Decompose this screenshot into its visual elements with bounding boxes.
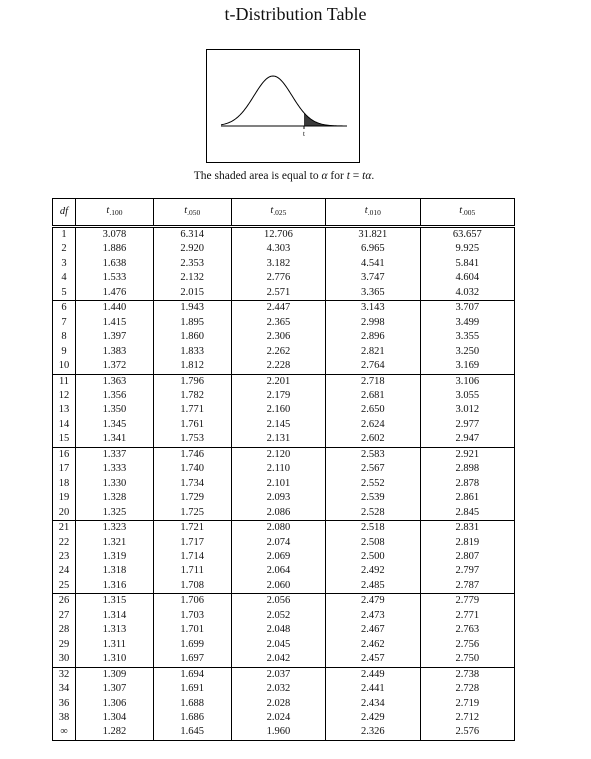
value-cell: 2.101 — [231, 477, 325, 491]
value-cell: 1.701 — [153, 623, 231, 637]
df-cell: 12 — [53, 389, 76, 403]
value-cell: 2.485 — [326, 579, 420, 594]
value-cell: 3.055 — [455, 389, 480, 401]
df-cell: 32 — [53, 667, 76, 682]
table-row — [53, 374, 515, 389]
header-col-3 — [326, 199, 420, 227]
value-cell: 2.756 — [455, 638, 480, 650]
value-cell: 2.771 — [455, 609, 480, 621]
value-cell: 2.479 — [326, 594, 420, 609]
value-cell: 1.694 — [153, 667, 231, 682]
value-cell: 2.262 — [231, 345, 325, 359]
table-row — [53, 521, 515, 536]
table-header-row — [53, 199, 515, 227]
value-cell: 2.920 — [153, 242, 231, 256]
value-cell: 9.925 — [455, 243, 480, 255]
value-cell: 2.977 — [455, 418, 480, 430]
value-cell: 2.807 — [455, 550, 480, 562]
value-cell: 1.943 — [153, 301, 231, 316]
df-cell: 10 — [53, 359, 76, 374]
value-cell: 1.350 — [76, 403, 154, 417]
value-cell: 1.729 — [153, 491, 231, 505]
table-row — [53, 594, 515, 609]
table-row — [53, 667, 515, 682]
value-cell: 1.740 — [153, 462, 231, 476]
value-cell: 1.397 — [76, 330, 154, 344]
df-cell: 36 — [53, 697, 76, 711]
caption-suffix: . — [371, 170, 375, 182]
value-cell: 2.365 — [231, 316, 325, 330]
value-cell: 2.120 — [231, 447, 325, 462]
table-row — [53, 491, 515, 505]
table-row — [53, 536, 515, 550]
header-t: t — [364, 205, 368, 216]
value-cell: 1.313 — [76, 623, 154, 637]
table-row — [53, 462, 515, 476]
value-cell: 2.045 — [231, 638, 325, 652]
value-cell: 6.314 — [153, 227, 231, 243]
value-cell: 2.797 — [455, 565, 480, 577]
value-cell: 3.499 — [455, 316, 480, 328]
header-subscript: .010 — [367, 208, 381, 217]
df-cell: ∞ — [53, 725, 76, 740]
df-cell: 1 — [53, 227, 76, 243]
value-cell: 3.747 — [326, 271, 420, 285]
value-cell: 4.604 — [455, 272, 480, 284]
distribution-figure — [206, 49, 360, 163]
value-cell: 3.169 — [420, 359, 514, 374]
table-row — [53, 550, 515, 564]
value-cell: 2.447 — [231, 301, 325, 316]
df-cell: 26 — [53, 594, 76, 609]
df-cell: 30 — [53, 652, 76, 667]
value-cell: 1.771 — [153, 403, 231, 417]
value-cell: 2.750 — [420, 652, 514, 667]
value-cell: 2.353 — [153, 257, 231, 271]
df-cell: 25 — [53, 579, 76, 594]
table-row — [53, 564, 515, 578]
value-cell: 1.309 — [76, 667, 154, 682]
value-cell: 2.947 — [420, 432, 514, 447]
value-cell: 2.037 — [231, 667, 325, 682]
density-curve — [221, 76, 347, 126]
value-cell: 2.042 — [231, 652, 325, 667]
value-cell: 2.779 — [455, 595, 480, 607]
page-title: t-Distribution Table — [224, 4, 367, 24]
value-cell: 6.965 — [326, 242, 420, 256]
value-cell: 2.712 — [455, 711, 480, 723]
value-cell: 2.718 — [326, 374, 420, 389]
value-cell: 1.333 — [76, 462, 154, 476]
value-cell: 2.048 — [231, 623, 325, 637]
value-cell: 2.024 — [231, 711, 325, 725]
header-col-2 — [231, 199, 325, 227]
value-cell: 1.895 — [153, 316, 231, 330]
value-cell: 1.703 — [153, 609, 231, 623]
value-cell: 3.078 — [76, 227, 154, 243]
value-cell: 2.074 — [231, 536, 325, 550]
value-cell: 1.316 — [76, 579, 154, 594]
value-cell: 4.303 — [231, 242, 325, 256]
table-row — [53, 725, 515, 740]
value-cell: 1.318 — [76, 564, 154, 578]
header-subscript: .005 — [462, 208, 476, 217]
value-cell: 1.282 — [76, 725, 154, 740]
value-cell: 2.831 — [455, 522, 480, 534]
df-cell: 5 — [53, 286, 76, 301]
table-row — [53, 227, 515, 243]
df-cell: 7 — [53, 316, 76, 330]
value-cell: 2.492 — [326, 564, 420, 578]
value-cell: 2.878 — [455, 477, 480, 489]
value-cell: 1.356 — [76, 389, 154, 403]
df-cell: 28 — [53, 623, 76, 637]
df-cell: 22 — [53, 536, 76, 550]
value-cell: 2.080 — [231, 521, 325, 536]
value-cell: 1.833 — [153, 345, 231, 359]
value-cell: 1.886 — [76, 242, 154, 256]
value-cell: 1.725 — [153, 506, 231, 521]
value-cell: 2.056 — [231, 594, 325, 609]
value-cell: 2.896 — [326, 330, 420, 344]
value-cell: 1.753 — [153, 432, 231, 447]
value-cell: 2.528 — [326, 506, 420, 521]
value-cell: 3.355 — [455, 331, 480, 343]
header-t: t — [106, 205, 110, 216]
value-cell: 2.132 — [153, 271, 231, 285]
value-cell: 3.143 — [326, 301, 420, 316]
table-row — [53, 418, 515, 432]
value-cell: 1.314 — [76, 609, 154, 623]
value-cell: 1.440 — [76, 301, 154, 316]
value-cell: 1.688 — [153, 697, 231, 711]
value-cell: 2.110 — [231, 462, 325, 476]
value-cell: 1.330 — [76, 477, 154, 491]
t-curve-diagram — [207, 50, 359, 162]
table-row — [53, 638, 515, 652]
df-cell: 19 — [53, 491, 76, 505]
df-cell: 24 — [53, 564, 76, 578]
value-cell: 2.457 — [326, 652, 420, 667]
figure-caption — [0, 170, 568, 182]
value-cell: 1.337 — [76, 447, 154, 462]
value-cell: 2.028 — [231, 697, 325, 711]
value-cell: 2.473 — [326, 609, 420, 623]
value-cell: 2.921 — [455, 448, 480, 460]
caption-equals: = — [352, 170, 360, 182]
value-cell: 1.328 — [76, 491, 154, 505]
value-cell: 1.310 — [76, 652, 154, 667]
value-cell: 2.776 — [231, 271, 325, 285]
value-cell: 2.602 — [326, 432, 420, 447]
value-cell: 1.323 — [76, 521, 154, 536]
df-cell: 27 — [53, 609, 76, 623]
t-distribution-table — [52, 198, 515, 741]
value-cell: 3.365 — [326, 286, 420, 301]
value-cell: 2.201 — [231, 374, 325, 389]
value-cell: 3.182 — [231, 257, 325, 271]
value-cell: 2.500 — [326, 550, 420, 564]
value-cell: 2.306 — [231, 330, 325, 344]
value-cell: 3.250 — [455, 345, 480, 357]
table-row — [53, 477, 515, 491]
value-cell: 1.315 — [76, 594, 154, 609]
table-row — [53, 389, 515, 403]
value-cell: 1.307 — [76, 682, 154, 696]
value-cell: 5.841 — [455, 257, 480, 269]
value-cell: 1.796 — [153, 374, 231, 389]
value-cell: 1.383 — [76, 345, 154, 359]
value-cell: 1.714 — [153, 550, 231, 564]
table-row — [53, 623, 515, 637]
value-cell: 2.738 — [455, 668, 480, 680]
value-cell: 1.706 — [153, 594, 231, 609]
table-row — [53, 330, 515, 344]
value-cell: 2.145 — [231, 418, 325, 432]
value-cell: 1.304 — [76, 711, 154, 725]
table-row — [53, 257, 515, 271]
header-t: t — [184, 205, 188, 216]
value-cell: 2.326 — [326, 725, 420, 740]
value-cell: 12.706 — [231, 227, 325, 243]
table-row — [53, 697, 515, 711]
value-cell: 1.711 — [153, 564, 231, 578]
table-row — [53, 345, 515, 359]
table-row — [53, 286, 515, 301]
t-tick-label: t — [303, 130, 305, 138]
value-cell: 1.697 — [153, 652, 231, 667]
value-cell: 1.734 — [153, 477, 231, 491]
df-cell: 2 — [53, 242, 76, 256]
value-cell: 2.060 — [231, 579, 325, 594]
value-cell: 2.898 — [455, 463, 480, 475]
table-row — [53, 652, 515, 667]
df-cell: 13 — [53, 403, 76, 417]
df-cell: 23 — [53, 550, 76, 564]
df-cell: 14 — [53, 418, 76, 432]
value-cell: 2.518 — [326, 521, 420, 536]
header-col-4 — [420, 199, 514, 227]
caption-t-alpha: tα — [362, 170, 372, 182]
value-cell: 2.624 — [326, 418, 420, 432]
df-cell: 8 — [53, 330, 76, 344]
value-cell: 2.728 — [455, 683, 480, 695]
value-cell: 1.960 — [231, 725, 325, 740]
header-col-0 — [76, 199, 154, 227]
caption-middle: for — [330, 170, 344, 182]
table-row — [53, 359, 515, 374]
value-cell: 2.787 — [420, 579, 514, 594]
value-cell: 1.345 — [76, 418, 154, 432]
value-cell: 2.441 — [326, 682, 420, 696]
value-cell: 2.819 — [455, 536, 480, 548]
caption-prefix: The shaded area is equal to — [193, 170, 319, 182]
value-cell: 2.571 — [231, 286, 325, 301]
value-cell: 1.782 — [153, 389, 231, 403]
value-cell: 1.372 — [76, 359, 154, 374]
header-t: t — [459, 205, 463, 216]
value-cell: 2.821 — [326, 345, 420, 359]
value-cell: 2.228 — [231, 359, 325, 374]
value-cell: 2.552 — [326, 477, 420, 491]
value-cell: 1.812 — [153, 359, 231, 374]
df-cell: 9 — [53, 345, 76, 359]
value-cell: 2.052 — [231, 609, 325, 623]
value-cell: 2.086 — [231, 506, 325, 521]
table-row — [53, 682, 515, 696]
value-cell: 1.717 — [153, 536, 231, 550]
table-row — [53, 506, 515, 521]
value-cell: 1.341 — [76, 432, 154, 447]
df-cell: 16 — [53, 447, 76, 462]
value-cell: 2.069 — [231, 550, 325, 564]
value-cell: 2.763 — [455, 624, 480, 636]
df-cell: 17 — [53, 462, 76, 476]
value-cell: 1.691 — [153, 682, 231, 696]
header-col-1 — [153, 199, 231, 227]
value-cell: 2.179 — [231, 389, 325, 403]
table-row — [53, 316, 515, 330]
header-subscript: .100 — [109, 208, 123, 217]
df-cell: 34 — [53, 682, 76, 696]
value-cell: 2.434 — [326, 697, 420, 711]
value-cell: 1.325 — [76, 506, 154, 521]
df-cell: 6 — [53, 301, 76, 316]
df-cell: 29 — [53, 638, 76, 652]
table-row — [53, 403, 515, 417]
value-cell: 2.845 — [420, 506, 514, 521]
value-cell: 2.650 — [326, 403, 420, 417]
value-cell: 2.539 — [326, 491, 420, 505]
value-cell: 1.860 — [153, 330, 231, 344]
value-cell: 1.311 — [76, 638, 154, 652]
table-row — [53, 432, 515, 447]
value-cell: 1.319 — [76, 550, 154, 564]
value-cell: 4.541 — [326, 257, 420, 271]
value-cell: 2.576 — [455, 726, 480, 738]
table-row — [53, 301, 515, 316]
value-cell: 2.508 — [326, 536, 420, 550]
value-cell: 2.160 — [231, 403, 325, 417]
value-cell: 2.064 — [231, 564, 325, 578]
df-cell: 11 — [53, 374, 76, 389]
df-cell: 3 — [53, 257, 76, 271]
header-t: t — [270, 205, 274, 216]
value-cell: 2.015 — [153, 286, 231, 301]
table-row — [53, 711, 515, 725]
value-cell: 1.533 — [76, 271, 154, 285]
table-row — [53, 271, 515, 285]
value-cell: 2.032 — [231, 682, 325, 696]
value-cell: 1.321 — [76, 536, 154, 550]
value-cell: 2.131 — [231, 432, 325, 447]
value-cell: 1.746 — [153, 447, 231, 462]
table-row — [53, 609, 515, 623]
value-cell: 2.681 — [326, 389, 420, 403]
value-cell: 1.699 — [153, 638, 231, 652]
df-cell: 18 — [53, 477, 76, 491]
value-cell: 2.998 — [326, 316, 420, 330]
value-cell: 1.721 — [153, 521, 231, 536]
value-cell: 2.429 — [326, 711, 420, 725]
value-cell: 2.093 — [231, 491, 325, 505]
value-cell: 2.467 — [326, 623, 420, 637]
table-row — [53, 242, 515, 256]
value-cell: 1.761 — [153, 418, 231, 432]
df-cell: 21 — [53, 521, 76, 536]
value-cell: 2.719 — [455, 697, 480, 709]
value-cell: 1.415 — [76, 316, 154, 330]
value-cell: 2.449 — [326, 667, 420, 682]
caption-t: t — [346, 170, 350, 182]
df-cell: 38 — [53, 711, 76, 725]
value-cell: 4.032 — [420, 286, 514, 301]
header-df: df — [53, 199, 76, 227]
value-cell: 2.764 — [326, 359, 420, 374]
df-cell: 20 — [53, 506, 76, 521]
value-cell: 2.567 — [326, 462, 420, 476]
value-cell: 2.462 — [326, 638, 420, 652]
value-cell: 3.707 — [455, 302, 480, 314]
value-cell: 1.363 — [76, 374, 154, 389]
value-cell: 2.861 — [455, 492, 480, 504]
value-cell: 3.012 — [455, 404, 480, 416]
value-cell: 1.476 — [76, 286, 154, 301]
table-row — [53, 447, 515, 462]
value-cell: 31.821 — [326, 227, 420, 243]
value-cell: 1.708 — [153, 579, 231, 594]
df-cell: 4 — [53, 271, 76, 285]
value-cell: 1.306 — [76, 697, 154, 711]
table-row — [53, 579, 515, 594]
value-cell: 1.686 — [153, 711, 231, 725]
caption-alpha: α — [321, 170, 328, 182]
header-subscript: .050 — [187, 208, 201, 217]
df-cell: 15 — [53, 432, 76, 447]
header-subscript: .025 — [273, 208, 287, 217]
value-cell: 1.645 — [153, 725, 231, 740]
value-cell: 3.106 — [455, 375, 480, 387]
value-cell: 2.583 — [326, 447, 420, 462]
value-cell: 63.657 — [452, 229, 482, 240]
value-cell: 1.638 — [76, 257, 154, 271]
